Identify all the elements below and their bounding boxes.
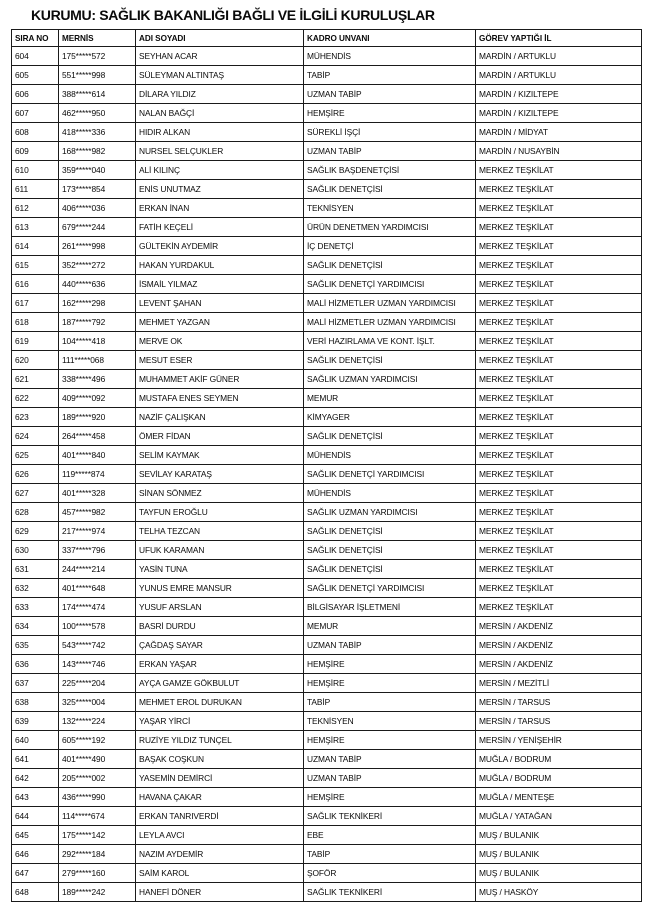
- cell-gorev-yaptigi-il: MERKEZ TEŞKİLAT: [476, 275, 642, 294]
- cell-adi-soyadi: NAZİF ÇALIŞKAN: [136, 408, 304, 427]
- table-row: [12, 104, 642, 123]
- cell-gorev-yaptigi-il: MERKEZ TEŞKİLAT: [476, 560, 642, 579]
- cell-adi-soyadi: ENİS UNUTMAZ: [136, 180, 304, 199]
- cell-sira-no: 639: [12, 712, 59, 731]
- table-row: [12, 408, 642, 427]
- cell-adi-soyadi: ÖMER FİDAN: [136, 427, 304, 446]
- cell-sira-no: 623: [12, 408, 59, 427]
- cell-kadro-unvani: SAĞLIK DENETÇİSİ: [304, 522, 476, 541]
- table-row: [12, 66, 642, 85]
- table-body: [12, 47, 642, 902]
- cell-kadro-unvani: KİMYAGER: [304, 408, 476, 427]
- table-row: [12, 123, 642, 142]
- cell-kadro-unvani: SAĞLIK DENETÇİSİ: [304, 427, 476, 446]
- cell-sira-no: 607: [12, 104, 59, 123]
- cell-gorev-yaptigi-il: MERSİN / MEZİTLİ: [476, 674, 642, 693]
- table-row: [12, 655, 642, 674]
- table-row: [12, 275, 642, 294]
- cell-gorev-yaptigi-il: MERKEZ TEŞKİLAT: [476, 408, 642, 427]
- cell-kadro-unvani: SAĞLIK UZMAN YARDIMCISI: [304, 503, 476, 522]
- cell-gorev-yaptigi-il: MERKEZ TEŞKİLAT: [476, 237, 642, 256]
- cell-kadro-unvani: UZMAN TABİP: [304, 769, 476, 788]
- cell-sira-no: 611: [12, 180, 59, 199]
- cell-adi-soyadi: GÜLTEKİN AYDEMİR: [136, 237, 304, 256]
- cell-adi-soyadi: BASRİ DURDU: [136, 617, 304, 636]
- cell-mernis: 359*****040: [59, 161, 136, 180]
- cell-kadro-unvani: HEMŞİRE: [304, 731, 476, 750]
- cell-kadro-unvani: BİLGİSAYAR İŞLETMENİ: [304, 598, 476, 617]
- cell-kadro-unvani: TEKNİSYEN: [304, 199, 476, 218]
- table-row: [12, 484, 642, 503]
- cell-gorev-yaptigi-il: MARDİN / KIZILTEPE: [476, 85, 642, 104]
- table-row: [12, 85, 642, 104]
- cell-mernis: 679*****244: [59, 218, 136, 237]
- cell-sira-no: 635: [12, 636, 59, 655]
- cell-mernis: 436*****990: [59, 788, 136, 807]
- table-row: [12, 370, 642, 389]
- cell-kadro-unvani: VERİ HAZIRLAMA VE KONT. İŞLT.: [304, 332, 476, 351]
- cell-mernis: 143*****746: [59, 655, 136, 674]
- cell-mernis: 168*****982: [59, 142, 136, 161]
- table-row: [12, 446, 642, 465]
- cell-adi-soyadi: NURSEL SELÇUKLER: [136, 142, 304, 161]
- cell-kadro-unvani: MALİ HİZMETLER UZMAN YARDIMCISI: [304, 313, 476, 332]
- cell-gorev-yaptigi-il: MERSİN / AKDENİZ: [476, 655, 642, 674]
- cell-kadro-unvani: SAĞLIK DENETÇİSİ: [304, 351, 476, 370]
- cell-kadro-unvani: SAĞLIK TEKNİKERİ: [304, 883, 476, 902]
- cell-sira-no: 621: [12, 370, 59, 389]
- cell-sira-no: 616: [12, 275, 59, 294]
- table-row: [12, 161, 642, 180]
- table-row: [12, 864, 642, 883]
- cell-mernis: 261*****998: [59, 237, 136, 256]
- cell-mernis: 173*****854: [59, 180, 136, 199]
- cell-sira-no: 624: [12, 427, 59, 446]
- table-row: [12, 693, 642, 712]
- cell-adi-soyadi: FATİH KEÇELİ: [136, 218, 304, 237]
- cell-gorev-yaptigi-il: MERSİN / AKDENİZ: [476, 617, 642, 636]
- cell-sira-no: 608: [12, 123, 59, 142]
- cell-gorev-yaptigi-il: MERKEZ TEŞKİLAT: [476, 598, 642, 617]
- cell-kadro-unvani: TEKNİSYEN: [304, 712, 476, 731]
- cell-adi-soyadi: SAİM KAROL: [136, 864, 304, 883]
- cell-adi-soyadi: NAZIM AYDEMİR: [136, 845, 304, 864]
- cell-gorev-yaptigi-il: MERKEZ TEŞKİLAT: [476, 161, 642, 180]
- table-row: [12, 788, 642, 807]
- table-row: [12, 142, 642, 161]
- cell-adi-soyadi: ERKAN İNAN: [136, 199, 304, 218]
- cell-gorev-yaptigi-il: MERKEZ TEŞKİLAT: [476, 199, 642, 218]
- cell-gorev-yaptigi-il: MUĞLA / YATAĞAN: [476, 807, 642, 826]
- cell-sira-no: 615: [12, 256, 59, 275]
- cell-sira-no: 628: [12, 503, 59, 522]
- cell-kadro-unvani: SAĞLIK UZMAN YARDIMCISI: [304, 370, 476, 389]
- cell-kadro-unvani: MÜHENDİS: [304, 484, 476, 503]
- table-row: [12, 769, 642, 788]
- cell-kadro-unvani: UZMAN TABİP: [304, 142, 476, 161]
- cell-mernis: 409*****092: [59, 389, 136, 408]
- table-row: [12, 332, 642, 351]
- table-row: [12, 598, 642, 617]
- table-row: [12, 731, 642, 750]
- cell-kadro-unvani: SAĞLIK DENETÇİSİ: [304, 180, 476, 199]
- cell-gorev-yaptigi-il: MERKEZ TEŞKİLAT: [476, 446, 642, 465]
- cell-sira-no: 646: [12, 845, 59, 864]
- cell-kadro-unvani: SAĞLIK DENETÇİ YARDIMCISI: [304, 275, 476, 294]
- cell-adi-soyadi: ÇAĞDAŞ SAYAR: [136, 636, 304, 655]
- cell-mernis: 462*****950: [59, 104, 136, 123]
- cell-sira-no: 638: [12, 693, 59, 712]
- cell-gorev-yaptigi-il: MERKEZ TEŞKİLAT: [476, 256, 642, 275]
- cell-adi-soyadi: ALİ KILINÇ: [136, 161, 304, 180]
- table-row: [12, 294, 642, 313]
- table-row: [12, 389, 642, 408]
- cell-mernis: 100*****578: [59, 617, 136, 636]
- table-row: [12, 503, 642, 522]
- cell-mernis: 401*****840: [59, 446, 136, 465]
- cell-adi-soyadi: YAŞAR YİRCİ: [136, 712, 304, 731]
- table-row: [12, 750, 642, 769]
- cell-gorev-yaptigi-il: MUĞLA / BODRUM: [476, 750, 642, 769]
- cell-adi-soyadi: HAVANA ÇAKAR: [136, 788, 304, 807]
- cell-adi-soyadi: UFUK KARAMAN: [136, 541, 304, 560]
- table-row: [12, 807, 642, 826]
- cell-gorev-yaptigi-il: MERKEZ TEŞKİLAT: [476, 294, 642, 313]
- cell-gorev-yaptigi-il: MARDİN / KIZILTEPE: [476, 104, 642, 123]
- cell-sira-no: 634: [12, 617, 59, 636]
- cell-adi-soyadi: LEVENT ŞAHAN: [136, 294, 304, 313]
- cell-mernis: 352*****272: [59, 256, 136, 275]
- cell-mernis: 440*****636: [59, 275, 136, 294]
- cell-gorev-yaptigi-il: MERKEZ TEŞKİLAT: [476, 579, 642, 598]
- cell-gorev-yaptigi-il: MERKEZ TEŞKİLAT: [476, 332, 642, 351]
- cell-gorev-yaptigi-il: MERKEZ TEŞKİLAT: [476, 218, 642, 237]
- column-header-adi-soyadi: ADI SOYADI: [136, 30, 304, 47]
- cell-kadro-unvani: UZMAN TABİP: [304, 85, 476, 104]
- cell-mernis: 543*****742: [59, 636, 136, 655]
- cell-mernis: 457*****982: [59, 503, 136, 522]
- column-header-mernis: MERNİS: [59, 30, 136, 47]
- cell-mernis: 217*****974: [59, 522, 136, 541]
- cell-mernis: 189*****920: [59, 408, 136, 427]
- cell-gorev-yaptigi-il: MARDİN / MİDYAT: [476, 123, 642, 142]
- cell-adi-soyadi: MERVE OK: [136, 332, 304, 351]
- cell-mernis: 388*****614: [59, 85, 136, 104]
- cell-kadro-unvani: SAĞLIK DENETÇİSİ: [304, 256, 476, 275]
- cell-sira-no: 625: [12, 446, 59, 465]
- cell-mernis: 187*****792: [59, 313, 136, 332]
- table-row: [12, 579, 642, 598]
- cell-mernis: 406*****036: [59, 199, 136, 218]
- cell-mernis: 119*****874: [59, 465, 136, 484]
- table-row: [12, 351, 642, 370]
- table-row: [12, 617, 642, 636]
- cell-adi-soyadi: TELHA TEZCAN: [136, 522, 304, 541]
- cell-mernis: 225*****204: [59, 674, 136, 693]
- cell-adi-soyadi: MEHMET YAZGAN: [136, 313, 304, 332]
- cell-sira-no: 647: [12, 864, 59, 883]
- cell-adi-soyadi: ERKAN YAŞAR: [136, 655, 304, 674]
- cell-gorev-yaptigi-il: MUĞLA / BODRUM: [476, 769, 642, 788]
- table-row: [12, 522, 642, 541]
- cell-adi-soyadi: HAKAN YURDAKUL: [136, 256, 304, 275]
- cell-mernis: 605*****192: [59, 731, 136, 750]
- table-row: [12, 237, 642, 256]
- column-header-sira-no: SIRA NO: [12, 30, 59, 47]
- cell-mernis: 175*****572: [59, 47, 136, 66]
- cell-mernis: 244*****214: [59, 560, 136, 579]
- cell-adi-soyadi: MUSTAFA ENES SEYMEN: [136, 389, 304, 408]
- cell-kadro-unvani: TABİP: [304, 845, 476, 864]
- cell-adi-soyadi: İSMAİL YILMAZ: [136, 275, 304, 294]
- cell-adi-soyadi: RUZİYE YILDIZ TUNÇEL: [136, 731, 304, 750]
- cell-gorev-yaptigi-il: MERKEZ TEŞKİLAT: [476, 465, 642, 484]
- cell-kadro-unvani: HEMŞİRE: [304, 655, 476, 674]
- cell-kadro-unvani: HEMŞİRE: [304, 104, 476, 123]
- cell-gorev-yaptigi-il: MERSİN / TARSUS: [476, 693, 642, 712]
- cell-gorev-yaptigi-il: MERKEZ TEŞKİLAT: [476, 351, 642, 370]
- cell-kadro-unvani: TABİP: [304, 66, 476, 85]
- cell-sira-no: 632: [12, 579, 59, 598]
- cell-mernis: 401*****490: [59, 750, 136, 769]
- cell-kadro-unvani: SAĞLIK DENETÇİ YARDIMCISI: [304, 465, 476, 484]
- cell-kadro-unvani: TABİP: [304, 693, 476, 712]
- cell-sira-no: 614: [12, 237, 59, 256]
- cell-sira-no: 637: [12, 674, 59, 693]
- cell-gorev-yaptigi-il: MARDİN / ARTUKLU: [476, 66, 642, 85]
- table-row: [12, 541, 642, 560]
- cell-sira-no: 641: [12, 750, 59, 769]
- table-row: [12, 674, 642, 693]
- cell-mernis: 132*****224: [59, 712, 136, 731]
- cell-gorev-yaptigi-il: MUŞ / BULANIK: [476, 826, 642, 845]
- cell-adi-soyadi: DİLARA YILDIZ: [136, 85, 304, 104]
- cell-adi-soyadi: MEHMET EROL DURUKAN: [136, 693, 304, 712]
- cell-adi-soyadi: AYÇA GAMZE GÖKBULUT: [136, 674, 304, 693]
- cell-mernis: 401*****648: [59, 579, 136, 598]
- cell-kadro-unvani: EBE: [304, 826, 476, 845]
- cell-mernis: 551*****998: [59, 66, 136, 85]
- cell-gorev-yaptigi-il: MUĞLA / MENTEŞE: [476, 788, 642, 807]
- cell-mernis: 175*****142: [59, 826, 136, 845]
- cell-gorev-yaptigi-il: MERKEZ TEŞKİLAT: [476, 180, 642, 199]
- table-row: [12, 427, 642, 446]
- page-title: KURUMU: SAĞLIK BAKANLIĞI BAĞLI VE İLGİLİ KURULUŞLAR: [31, 8, 435, 24]
- cell-gorev-yaptigi-il: MERKEZ TEŞKİLAT: [476, 503, 642, 522]
- cell-mernis: 325*****004: [59, 693, 136, 712]
- table-row: [12, 845, 642, 864]
- cell-mernis: 418*****336: [59, 123, 136, 142]
- cell-sira-no: 618: [12, 313, 59, 332]
- cell-sira-no: 619: [12, 332, 59, 351]
- cell-sira-no: 644: [12, 807, 59, 826]
- cell-gorev-yaptigi-il: MERKEZ TEŞKİLAT: [476, 389, 642, 408]
- cell-sira-no: 633: [12, 598, 59, 617]
- cell-kadro-unvani: ÜRÜN DENETMEN YARDIMCISI: [304, 218, 476, 237]
- cell-adi-soyadi: MESUT ESER: [136, 351, 304, 370]
- cell-sira-no: 629: [12, 522, 59, 541]
- cell-adi-soyadi: NALAN BAĞÇİ: [136, 104, 304, 123]
- cell-mernis: 114*****674: [59, 807, 136, 826]
- table-header-row: [12, 30, 642, 47]
- cell-sira-no: 643: [12, 788, 59, 807]
- cell-gorev-yaptigi-il: MERKEZ TEŞKİLAT: [476, 427, 642, 446]
- cell-sira-no: 610: [12, 161, 59, 180]
- cell-mernis: 401*****328: [59, 484, 136, 503]
- cell-gorev-yaptigi-il: MARDİN / NUSAYBİN: [476, 142, 642, 161]
- cell-gorev-yaptigi-il: MARDİN / ARTUKLU: [476, 47, 642, 66]
- cell-mernis: 279*****160: [59, 864, 136, 883]
- cell-adi-soyadi: SEYHAN ACAR: [136, 47, 304, 66]
- cell-kadro-unvani: ŞOFÖR: [304, 864, 476, 883]
- cell-sira-no: 622: [12, 389, 59, 408]
- cell-kadro-unvani: SAĞLIK DENETÇİ YARDIMCISI: [304, 579, 476, 598]
- table-row: [12, 256, 642, 275]
- cell-mernis: 264*****458: [59, 427, 136, 446]
- cell-gorev-yaptigi-il: MUŞ / HASKÖY: [476, 883, 642, 902]
- cell-sira-no: 620: [12, 351, 59, 370]
- cell-sira-no: 612: [12, 199, 59, 218]
- cell-sira-no: 645: [12, 826, 59, 845]
- cell-kadro-unvani: MEMUR: [304, 617, 476, 636]
- cell-mernis: 104*****418: [59, 332, 136, 351]
- cell-gorev-yaptigi-il: MERSİN / AKDENİZ: [476, 636, 642, 655]
- cell-gorev-yaptigi-il: MUŞ / BULANIK: [476, 864, 642, 883]
- cell-kadro-unvani: UZMAN TABİP: [304, 636, 476, 655]
- cell-sira-no: 640: [12, 731, 59, 750]
- cell-sira-no: 648: [12, 883, 59, 902]
- table-row: [12, 180, 642, 199]
- cell-sira-no: 626: [12, 465, 59, 484]
- cell-kadro-unvani: SAĞLIK DENETÇİSİ: [304, 560, 476, 579]
- cell-kadro-unvani: İÇ DENETÇİ: [304, 237, 476, 256]
- cell-adi-soyadi: SİNAN SÖNMEZ: [136, 484, 304, 503]
- table-row: [12, 47, 642, 66]
- cell-sira-no: 606: [12, 85, 59, 104]
- table-row: [12, 560, 642, 579]
- cell-mernis: 162*****298: [59, 294, 136, 313]
- cell-adi-soyadi: YUSUF ARSLAN: [136, 598, 304, 617]
- cell-sira-no: 631: [12, 560, 59, 579]
- cell-sira-no: 642: [12, 769, 59, 788]
- cell-adi-soyadi: HIDIR ALKAN: [136, 123, 304, 142]
- cell-kadro-unvani: SÜREKLİ İŞÇİ: [304, 123, 476, 142]
- column-header-kadro-unvani: KADRO UNVANI: [304, 30, 476, 47]
- cell-gorev-yaptigi-il: MERKEZ TEŞKİLAT: [476, 541, 642, 560]
- cell-sira-no: 605: [12, 66, 59, 85]
- table-row: [12, 883, 642, 902]
- cell-mernis: 292*****184: [59, 845, 136, 864]
- cell-mernis: 205*****002: [59, 769, 136, 788]
- cell-sira-no: 627: [12, 484, 59, 503]
- cell-kadro-unvani: MÜHENDİS: [304, 47, 476, 66]
- cell-gorev-yaptigi-il: MERSİN / TARSUS: [476, 712, 642, 731]
- cell-sira-no: 609: [12, 142, 59, 161]
- personnel-table: [11, 29, 642, 902]
- table-row: [12, 826, 642, 845]
- cell-adi-soyadi: MUHAMMET AKİF GÜNER: [136, 370, 304, 389]
- cell-adi-soyadi: LEYLA AVCI: [136, 826, 304, 845]
- cell-adi-soyadi: SELİM KAYMAK: [136, 446, 304, 465]
- cell-adi-soyadi: YUNUS EMRE MANSUR: [136, 579, 304, 598]
- cell-adi-soyadi: BAŞAK COŞKUN: [136, 750, 304, 769]
- cell-adi-soyadi: YASEMİN DEMİRCİ: [136, 769, 304, 788]
- cell-kadro-unvani: MALİ HİZMETLER UZMAN YARDIMCISI: [304, 294, 476, 313]
- cell-sira-no: 636: [12, 655, 59, 674]
- table-row: [12, 712, 642, 731]
- cell-kadro-unvani: MEMUR: [304, 389, 476, 408]
- cell-gorev-yaptigi-il: MERKEZ TEŞKİLAT: [476, 313, 642, 332]
- cell-kadro-unvani: MÜHENDİS: [304, 446, 476, 465]
- table-header: [12, 30, 642, 47]
- cell-adi-soyadi: SÜLEYMAN ALTINTAŞ: [136, 66, 304, 85]
- cell-mernis: 338*****496: [59, 370, 136, 389]
- cell-sira-no: 630: [12, 541, 59, 560]
- cell-kadro-unvani: UZMAN TABİP: [304, 750, 476, 769]
- cell-gorev-yaptigi-il: MUŞ / BULANIK: [476, 845, 642, 864]
- cell-kadro-unvani: SAĞLIK TEKNİKERİ: [304, 807, 476, 826]
- cell-kadro-unvani: HEMŞİRE: [304, 674, 476, 693]
- cell-adi-soyadi: TAYFUN EROĞLU: [136, 503, 304, 522]
- cell-adi-soyadi: YASİN TUNA: [136, 560, 304, 579]
- table-row: [12, 313, 642, 332]
- cell-kadro-unvani: SAĞLIK DENETÇİSİ: [304, 541, 476, 560]
- table-row: [12, 465, 642, 484]
- cell-mernis: 174*****474: [59, 598, 136, 617]
- cell-gorev-yaptigi-il: MERSİN / YENİŞEHİR: [476, 731, 642, 750]
- cell-gorev-yaptigi-il: MERKEZ TEŞKİLAT: [476, 522, 642, 541]
- table-row: [12, 199, 642, 218]
- column-header-gorev-yaptigi-il: GÖREV YAPTIĞI İL: [476, 30, 642, 47]
- table-row: [12, 636, 642, 655]
- cell-adi-soyadi: ERKAN TANRIVERDİ: [136, 807, 304, 826]
- cell-kadro-unvani: SAĞLIK BAŞDENETÇİSİ: [304, 161, 476, 180]
- cell-adi-soyadi: SEVİLAY KARATAŞ: [136, 465, 304, 484]
- cell-kadro-unvani: HEMŞİRE: [304, 788, 476, 807]
- cell-sira-no: 604: [12, 47, 59, 66]
- cell-gorev-yaptigi-il: MERKEZ TEŞKİLAT: [476, 370, 642, 389]
- cell-mernis: 189*****242: [59, 883, 136, 902]
- cell-sira-no: 617: [12, 294, 59, 313]
- table-row: [12, 218, 642, 237]
- cell-sira-no: 613: [12, 218, 59, 237]
- cell-gorev-yaptigi-il: MERKEZ TEŞKİLAT: [476, 484, 642, 503]
- cell-adi-soyadi: HANEFİ DÖNER: [136, 883, 304, 902]
- cell-mernis: 337*****796: [59, 541, 136, 560]
- cell-mernis: 111*****068: [59, 351, 136, 370]
